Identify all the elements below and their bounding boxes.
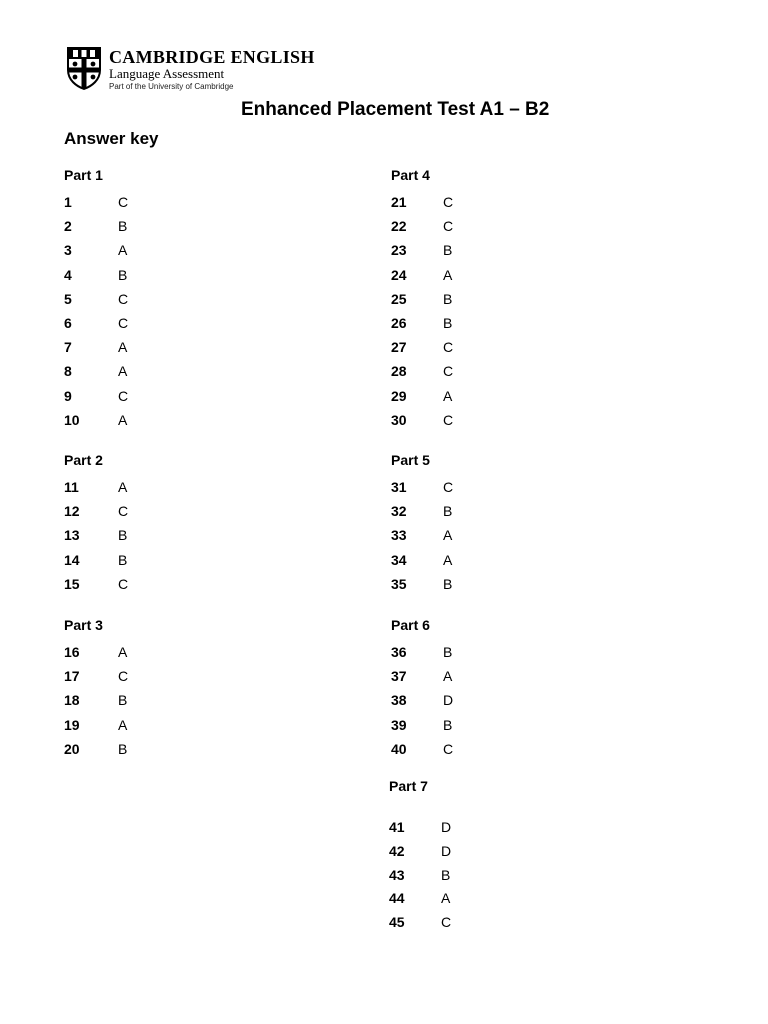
answer-letter: C (443, 194, 454, 210)
answer-list (389, 819, 452, 938)
answer-letter: B (118, 740, 128, 757)
answer-row (389, 914, 452, 938)
question-number: 27 (391, 339, 407, 356)
answer-row (64, 575, 129, 600)
answer-row (64, 314, 129, 339)
question-number: 16 (64, 644, 80, 660)
question-number: 35 (391, 575, 407, 592)
question-number: 3 (64, 242, 72, 259)
answer-row (64, 668, 129, 692)
question-number: 34 (391, 551, 407, 568)
question-number: 43 (389, 866, 405, 883)
answer-row (391, 575, 453, 600)
answer-row (391, 363, 454, 387)
answer-row (64, 194, 129, 218)
answer-letter: C (118, 314, 129, 331)
answer-letter: A (443, 551, 453, 568)
answer-row (391, 266, 453, 291)
answer-list (391, 644, 454, 765)
part-4-section (391, 167, 454, 436)
answer-row (389, 890, 451, 914)
answer-letter: C (443, 740, 454, 757)
question-number: 15 (64, 575, 80, 592)
answer-row (389, 866, 451, 891)
answer-row (64, 242, 128, 266)
part-2-section (64, 452, 129, 600)
question-number: 5 (64, 290, 72, 307)
answer-list (64, 479, 129, 600)
answer-row (64, 290, 129, 315)
answer-letter: D (441, 819, 452, 835)
question-number: 9 (64, 387, 72, 404)
answer-letter: C (118, 194, 129, 210)
part-6-section (391, 617, 454, 765)
answer-letter: C (443, 411, 454, 428)
answer-letter: C (118, 668, 129, 685)
answer-letter: C (443, 363, 454, 380)
question-number: 25 (391, 290, 407, 307)
answer-letter: D (441, 842, 452, 859)
answer-letter: A (441, 890, 451, 907)
answer-row (391, 551, 453, 576)
answer-row (64, 644, 128, 668)
answer-letter: A (118, 479, 128, 495)
question-number: 45 (389, 914, 405, 931)
answer-letter: B (443, 575, 453, 592)
document-title: Enhanced Placement Test A1 – B2 (241, 99, 550, 120)
answer-letter: A (443, 387, 453, 404)
question-number: 1 (64, 194, 72, 210)
answer-row (64, 740, 128, 765)
question-number: 40 (391, 740, 407, 757)
answer-letter: B (118, 266, 128, 283)
question-number: 8 (64, 363, 72, 380)
logo-text (109, 48, 315, 92)
answer-letter: C (443, 479, 454, 495)
answer-letter: C (118, 503, 129, 520)
question-number: 7 (64, 339, 72, 356)
part-5-section (391, 452, 454, 600)
logo-affiliation: Part of the University of Cambridge (109, 82, 234, 91)
answer-letter: A (443, 668, 453, 685)
answer-row (389, 819, 452, 843)
logo-subtitle: Language Assessment (109, 66, 225, 81)
answer-letter: A (118, 644, 128, 660)
answer-letter: A (118, 411, 128, 428)
answer-letter: B (118, 692, 128, 709)
part-7-section (389, 778, 452, 938)
question-number: 38 (391, 692, 407, 709)
answer-row (391, 503, 453, 527)
answer-row (391, 339, 454, 363)
question-number: 24 (391, 266, 407, 283)
question-number: 13 (64, 527, 80, 544)
question-number: 37 (391, 668, 407, 685)
part-heading: Part 2 (64, 452, 103, 468)
part-heading: Part 4 (391, 167, 430, 183)
answer-letter: C (118, 575, 129, 592)
question-number: 12 (64, 503, 80, 520)
answer-letter: B (443, 503, 453, 520)
part-1-section (64, 167, 129, 436)
answer-row (391, 527, 453, 551)
question-number: 23 (391, 242, 407, 259)
answer-row (391, 290, 453, 315)
answer-row (389, 842, 452, 867)
question-number: 20 (64, 740, 80, 757)
answer-letter: C (443, 218, 454, 235)
answer-letter: B (443, 644, 453, 660)
answer-letter: B (441, 866, 451, 883)
cambridge-english-logo (66, 46, 315, 92)
answer-row (64, 411, 128, 436)
answer-list (391, 194, 454, 436)
answer-letter: B (443, 716, 453, 733)
answer-list (64, 644, 129, 765)
answer-row (391, 644, 453, 668)
answer-letter: B (443, 290, 453, 307)
question-number: 39 (391, 716, 407, 733)
answer-row (64, 503, 129, 527)
answer-letter: C (441, 914, 452, 931)
question-number: 18 (64, 692, 80, 709)
answer-letter: C (118, 290, 129, 307)
question-number: 42 (389, 842, 405, 859)
answer-row (64, 527, 128, 551)
part-heading: Part 5 (391, 452, 430, 468)
answer-row (391, 194, 454, 218)
question-number: 30 (391, 411, 407, 428)
answer-row (391, 716, 453, 741)
question-number: 36 (391, 644, 407, 660)
answer-row (64, 479, 128, 503)
answer-list (64, 194, 129, 436)
question-number: 31 (391, 479, 407, 495)
answer-row (64, 387, 129, 412)
answer-letter: A (118, 242, 128, 259)
question-number: 26 (391, 314, 407, 331)
answer-letter: C (443, 339, 454, 356)
answer-letter: A (118, 363, 128, 380)
answer-row (64, 339, 128, 363)
question-number: 22 (391, 218, 407, 235)
answer-row (391, 242, 453, 266)
answer-letter: B (118, 218, 128, 235)
answer-letter: B (443, 314, 453, 331)
question-number: 21 (391, 194, 407, 210)
answer-row (391, 387, 453, 412)
part-heading: Part 3 (64, 617, 103, 633)
part-heading: Part 1 (64, 167, 103, 183)
answer-row (391, 314, 453, 339)
question-number: 17 (64, 668, 80, 685)
answer-row (391, 740, 454, 765)
answer-letter: C (118, 387, 129, 404)
answer-letter: D (443, 692, 454, 709)
logo-title: CAMBRIDGE ENGLISH (109, 47, 315, 67)
question-number: 6 (64, 314, 72, 331)
answer-letter: A (443, 527, 453, 544)
question-number: 32 (391, 503, 407, 520)
answer-letter: A (443, 266, 453, 283)
question-number: 28 (391, 363, 407, 380)
university-shield-icon (66, 46, 102, 90)
answer-letter: B (118, 551, 128, 568)
question-number: 2 (64, 218, 72, 235)
answer-letter: A (118, 716, 128, 733)
answer-row (391, 411, 454, 436)
question-number: 11 (64, 479, 79, 495)
question-number: 29 (391, 387, 407, 404)
question-number: 4 (64, 266, 72, 283)
question-number: 41 (389, 819, 405, 835)
part-heading: Part 7 (389, 778, 428, 794)
answer-key-heading: Answer key (64, 129, 159, 148)
answer-row (391, 479, 454, 503)
answer-row (64, 266, 128, 291)
question-number: 14 (64, 551, 80, 568)
answer-row (64, 363, 128, 387)
answer-row (391, 668, 453, 692)
answer-letter: B (443, 242, 453, 259)
answer-row (391, 218, 454, 242)
question-number: 19 (64, 716, 80, 733)
answer-row (64, 218, 128, 242)
question-number: 33 (391, 527, 407, 544)
answer-row (64, 692, 128, 716)
answer-letter: B (118, 527, 128, 544)
answer-row (391, 692, 454, 716)
answer-row (64, 551, 128, 576)
answer-list (391, 479, 454, 600)
answer-letter: A (118, 339, 128, 356)
part-3-section (64, 617, 129, 765)
question-number: 44 (389, 890, 405, 907)
question-number: 10 (64, 411, 80, 428)
part-heading: Part 6 (391, 617, 430, 633)
answer-row (64, 716, 128, 741)
